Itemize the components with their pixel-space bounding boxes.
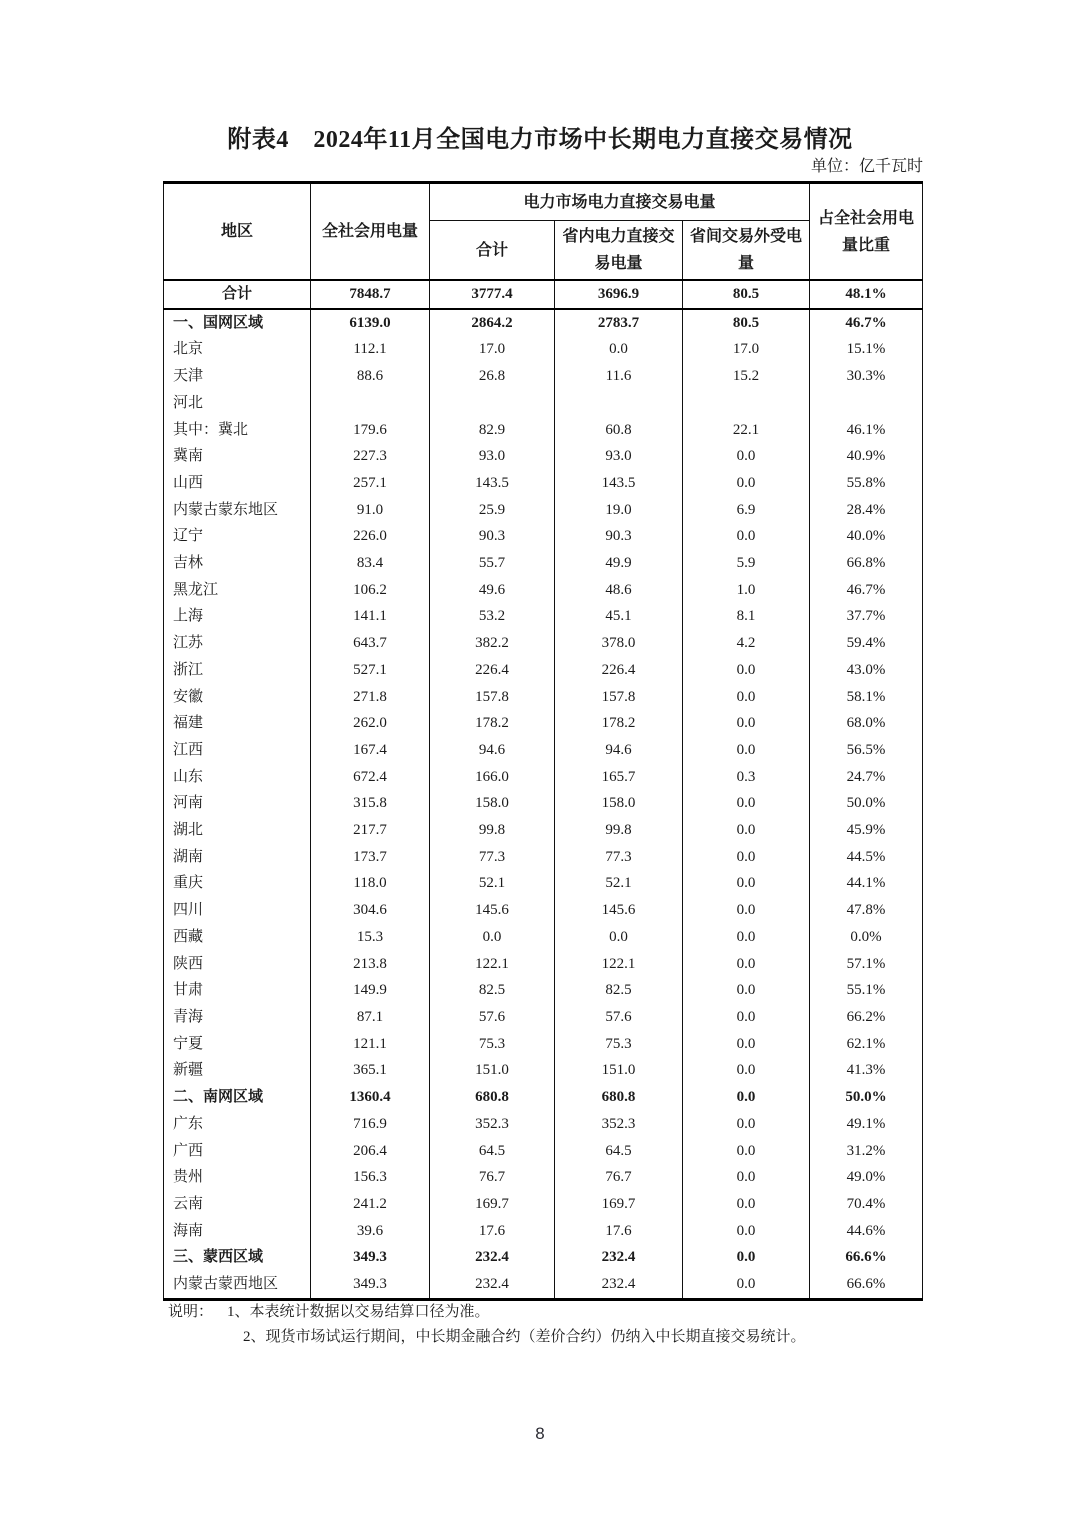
cell-value: 158.0 — [555, 790, 683, 817]
cell-value: 77.3 — [555, 844, 683, 871]
cell-value: 15.1% — [810, 336, 923, 363]
cell-value: 0.0 — [683, 1031, 810, 1058]
cell-value: 0.0 — [683, 470, 810, 497]
cell-value: 226.4 — [430, 657, 555, 684]
cell-value: 49.6 — [430, 577, 555, 604]
unit-label: 单位：亿千瓦时 — [810, 158, 923, 175]
cell-value: 46.1% — [810, 417, 923, 444]
cell-value: 52.1 — [555, 870, 683, 897]
table-row — [164, 1057, 923, 1084]
cell-value: 0.0 — [683, 951, 810, 978]
cell-value: 271.8 — [311, 684, 430, 711]
cell-value: 304.6 — [311, 897, 430, 924]
cell-value: 2783.7 — [555, 309, 683, 337]
cell-value: 257.1 — [311, 470, 430, 497]
cell-value: 17.0 — [683, 336, 810, 363]
cell-value: 8.1 — [683, 603, 810, 630]
cell-value: 80.5 — [683, 309, 810, 337]
cell-value: 44.1% — [810, 870, 923, 897]
cell-value — [430, 390, 555, 417]
cell-value: 0.0 — [683, 1218, 810, 1245]
notes-label: 说明： — [168, 1304, 214, 1320]
cell-region: 浙江 — [164, 657, 311, 684]
table-row — [164, 951, 923, 978]
cell-value: 716.9 — [311, 1111, 430, 1138]
cell-value: 232.4 — [555, 1271, 683, 1299]
cell-value: 37.7% — [810, 603, 923, 630]
cell-region: 海南 — [164, 1218, 311, 1245]
cell-value: 158.0 — [430, 790, 555, 817]
cell-value: 122.1 — [555, 951, 683, 978]
col-header-intra-provincial: 省内电力直接交易电量 — [555, 221, 683, 281]
page-title: 附表4 2024年11月全国电力市场中长期电力直接交易情况 — [227, 127, 853, 153]
table-row — [164, 1004, 923, 1031]
cell-value: 55.7 — [430, 550, 555, 577]
cell-value: 5.9 — [683, 550, 810, 577]
cell-value: 3696.9 — [555, 280, 683, 309]
cell-value: 62.1% — [810, 1031, 923, 1058]
cell-value: 0.0 — [683, 684, 810, 711]
cell-value: 66.8% — [810, 550, 923, 577]
cell-value: 0.0 — [683, 1271, 810, 1299]
cell-value: 151.0 — [430, 1057, 555, 1084]
cell-value: 45.9% — [810, 817, 923, 844]
cell-region: 四川 — [164, 897, 311, 924]
cell-region: 宁夏 — [164, 1031, 311, 1058]
cell-value: 382.2 — [430, 630, 555, 657]
cell-value: 157.8 — [430, 684, 555, 711]
cell-region: 北京 — [164, 336, 311, 363]
cell-value: 93.0 — [555, 443, 683, 470]
table-row — [164, 790, 923, 817]
cell-value: 64.5 — [430, 1138, 555, 1165]
cell-value: 47.8% — [810, 897, 923, 924]
cell-value: 59.4% — [810, 630, 923, 657]
cell-value: 169.7 — [430, 1191, 555, 1218]
table-row — [164, 630, 923, 657]
cell-value — [810, 390, 923, 417]
table-row — [164, 924, 923, 951]
cell-value: 77.3 — [430, 844, 555, 871]
note-item: 1、本表统计数据以交易结算口径为准。 — [227, 1304, 490, 1320]
cell-region: 内蒙古蒙西地区 — [164, 1271, 311, 1299]
table-header — [164, 183, 923, 281]
cell-value: 56.5% — [810, 737, 923, 764]
cell-value: 232.4 — [430, 1271, 555, 1299]
cell-value: 40.9% — [810, 443, 923, 470]
cell-region: 青海 — [164, 1004, 311, 1031]
cell-value: 226.4 — [555, 657, 683, 684]
cell-value: 15.2 — [683, 363, 810, 390]
cell-value: 4.2 — [683, 630, 810, 657]
cell-value: 82.5 — [430, 977, 555, 1004]
cell-region: 江苏 — [164, 630, 311, 657]
cell-value: 87.1 — [311, 1004, 430, 1031]
cell-region: 湖南 — [164, 844, 311, 871]
cell-value: 57.1% — [810, 951, 923, 978]
cell-value: 0.0 — [683, 790, 810, 817]
cell-value: 156.3 — [311, 1164, 430, 1191]
col-header-total-consumption: 全社会用电量 — [311, 183, 430, 281]
cell-value: 58.1% — [810, 684, 923, 711]
col-header-inter-provincial: 省间交易外受电量 — [683, 221, 810, 281]
cell-value: 88.6 — [311, 363, 430, 390]
cell-region: 山东 — [164, 764, 311, 791]
cell-value: 17.6 — [430, 1218, 555, 1245]
cell-region: 广东 — [164, 1111, 311, 1138]
cell-value: 122.1 — [430, 951, 555, 978]
cell-value: 0.0 — [683, 977, 810, 1004]
cell-region: 黑龙江 — [164, 577, 311, 604]
cell-value: 46.7% — [810, 577, 923, 604]
cell-value: 166.0 — [430, 764, 555, 791]
cell-region: 山西 — [164, 470, 311, 497]
table-row — [164, 1164, 923, 1191]
page-number: 8 — [535, 1424, 545, 1443]
cell-region: 吉林 — [164, 550, 311, 577]
cell-value: 0.0 — [555, 336, 683, 363]
cell-value: 0.0 — [683, 897, 810, 924]
cell-region: 湖北 — [164, 817, 311, 844]
cell-region: 天津 — [164, 363, 311, 390]
table-row — [164, 1191, 923, 1218]
cell-value: 66.6% — [810, 1244, 923, 1271]
table-row — [164, 684, 923, 711]
cell-region: 其中：冀北 — [164, 417, 311, 444]
cell-region: 辽宁 — [164, 523, 311, 550]
cell-value: 0.0 — [683, 1111, 810, 1138]
cell-value: 48.1% — [810, 280, 923, 309]
cell-value — [683, 390, 810, 417]
cell-value: 15.3 — [311, 924, 430, 951]
cell-value: 0.0 — [683, 737, 810, 764]
cell-value: 52.1 — [430, 870, 555, 897]
table-row — [164, 710, 923, 737]
cell-value: 17.6 — [555, 1218, 683, 1245]
cell-value: 55.8% — [810, 470, 923, 497]
cell-value: 0.0 — [430, 924, 555, 951]
cell-value: 31.2% — [810, 1138, 923, 1165]
cell-region: 合计 — [164, 280, 311, 309]
cell-value: 149.9 — [311, 977, 430, 1004]
cell-value: 178.2 — [430, 710, 555, 737]
cell-value: 82.5 — [555, 977, 683, 1004]
table-row — [164, 550, 923, 577]
table-row — [164, 1084, 923, 1111]
table-row — [164, 1111, 923, 1138]
cell-value: 22.1 — [683, 417, 810, 444]
cell-value: 352.3 — [430, 1111, 555, 1138]
table-row — [164, 577, 923, 604]
cell-value: 46.7% — [810, 309, 923, 337]
cell-value: 121.1 — [311, 1031, 430, 1058]
cell-value: 173.7 — [311, 844, 430, 871]
cell-value: 68.0% — [810, 710, 923, 737]
table-row — [164, 817, 923, 844]
cell-value: 40.0% — [810, 523, 923, 550]
cell-value: 226.0 — [311, 523, 430, 550]
cell-value: 39.6 — [311, 1218, 430, 1245]
cell-value: 0.0 — [683, 1057, 810, 1084]
table-row — [164, 764, 923, 791]
cell-value: 25.9 — [430, 497, 555, 524]
cell-value: 70.4% — [810, 1191, 923, 1218]
cell-value: 143.5 — [555, 470, 683, 497]
cell-value: 1360.4 — [311, 1084, 430, 1111]
table-row — [164, 309, 923, 337]
cell-region: 贵州 — [164, 1164, 311, 1191]
cell-value: 76.7 — [430, 1164, 555, 1191]
cell-value: 91.0 — [311, 497, 430, 524]
cell-value — [311, 390, 430, 417]
table-row — [164, 657, 923, 684]
cell-value: 48.6 — [555, 577, 683, 604]
cell-region: 内蒙古蒙东地区 — [164, 497, 311, 524]
cell-value: 43.0% — [810, 657, 923, 684]
cell-value: 365.1 — [311, 1057, 430, 1084]
cell-value: 349.3 — [311, 1271, 430, 1299]
table-row — [164, 523, 923, 550]
cell-value: 206.4 — [311, 1138, 430, 1165]
cell-value: 118.0 — [311, 870, 430, 897]
cell-value: 49.1% — [810, 1111, 923, 1138]
cell-value: 19.0 — [555, 497, 683, 524]
cell-region: 西藏 — [164, 924, 311, 951]
cell-value: 232.4 — [555, 1244, 683, 1271]
cell-value: 0.0 — [683, 844, 810, 871]
cell-value: 3777.4 — [430, 280, 555, 309]
table-row — [164, 1218, 923, 1245]
cell-value: 145.6 — [555, 897, 683, 924]
cell-value: 0.0 — [683, 523, 810, 550]
cell-value: 75.3 — [555, 1031, 683, 1058]
cell-region: 甘肃 — [164, 977, 311, 1004]
cell-region: 广西 — [164, 1138, 311, 1165]
notes-items — [227, 1300, 806, 1350]
cell-value: 82.9 — [430, 417, 555, 444]
cell-region: 河南 — [164, 790, 311, 817]
cell-value: 90.3 — [555, 523, 683, 550]
power-trading-table — [163, 181, 923, 1301]
table-row — [164, 897, 923, 924]
table-row — [164, 1271, 923, 1299]
cell-value: 141.1 — [311, 603, 430, 630]
cell-value: 11.6 — [555, 363, 683, 390]
cell-value: 0.0 — [683, 1191, 810, 1218]
cell-value: 28.4% — [810, 497, 923, 524]
cell-value: 1.0 — [683, 577, 810, 604]
cell-value: 0.0 — [683, 817, 810, 844]
table-row — [164, 737, 923, 764]
cell-value: 80.5 — [683, 280, 810, 309]
col-header-region: 地区 — [164, 183, 311, 281]
table-row — [164, 417, 923, 444]
cell-value: 0.0 — [683, 924, 810, 951]
cell-value: 241.2 — [311, 1191, 430, 1218]
cell-value: 6139.0 — [311, 309, 430, 337]
cell-region: 二、南网区域 — [164, 1084, 311, 1111]
cell-value: 169.7 — [555, 1191, 683, 1218]
table-row — [164, 870, 923, 897]
table-row — [164, 443, 923, 470]
cell-value: 50.0% — [810, 1084, 923, 1111]
cell-value: 262.0 — [311, 710, 430, 737]
cell-value: 143.5 — [430, 470, 555, 497]
cell-value: 0.0 — [683, 1004, 810, 1031]
cell-value: 315.8 — [311, 790, 430, 817]
cell-value: 145.6 — [430, 897, 555, 924]
cell-value: 55.1% — [810, 977, 923, 1004]
cell-value: 217.7 — [311, 817, 430, 844]
cell-value: 349.3 — [311, 1244, 430, 1271]
table-row — [164, 470, 923, 497]
cell-value: 24.7% — [810, 764, 923, 791]
col-header-share: 占全社会用电量比重 — [810, 183, 923, 281]
cell-value: 0.0 — [683, 1164, 810, 1191]
cell-value: 0.0 — [683, 443, 810, 470]
cell-value: 57.6 — [430, 1004, 555, 1031]
cell-value: 0.0 — [683, 657, 810, 684]
cell-value: 44.5% — [810, 844, 923, 871]
cell-value: 0.0 — [683, 710, 810, 737]
cell-value: 49.0% — [810, 1164, 923, 1191]
cell-value: 64.5 — [555, 1138, 683, 1165]
table-row — [164, 1244, 923, 1271]
table-row — [164, 336, 923, 363]
cell-value: 151.0 — [555, 1057, 683, 1084]
cell-value: 2864.2 — [430, 309, 555, 337]
cell-region: 冀南 — [164, 443, 311, 470]
table-row — [164, 977, 923, 1004]
table-row — [164, 390, 923, 417]
cell-region: 安徽 — [164, 684, 311, 711]
cell-value: 0.0 — [555, 924, 683, 951]
cell-value: 178.2 — [555, 710, 683, 737]
cell-value: 157.8 — [555, 684, 683, 711]
cell-value: 76.7 — [555, 1164, 683, 1191]
cell-value: 45.1 — [555, 603, 683, 630]
cell-value: 26.8 — [430, 363, 555, 390]
table-row — [164, 363, 923, 390]
col-header-market-group: 电力市场电力直接交易电量 — [430, 183, 810, 221]
cell-value: 94.6 — [430, 737, 555, 764]
cell-value: 44.6% — [810, 1218, 923, 1245]
cell-value: 99.8 — [430, 817, 555, 844]
table-row — [164, 1031, 923, 1058]
cell-value: 17.0 — [430, 336, 555, 363]
cell-region: 福建 — [164, 710, 311, 737]
cell-value: 527.1 — [311, 657, 430, 684]
cell-region: 重庆 — [164, 870, 311, 897]
cell-value: 106.2 — [311, 577, 430, 604]
cell-value: 378.0 — [555, 630, 683, 657]
cell-value: 6.9 — [683, 497, 810, 524]
cell-value: 57.6 — [555, 1004, 683, 1031]
cell-value: 167.4 — [311, 737, 430, 764]
note-item: 2、现货市场试运行期间，中长期金融合约（差价合约）仍纳入中长期直接交易统计。 — [243, 1329, 806, 1345]
table-row — [164, 497, 923, 524]
cell-value: 672.4 — [311, 764, 430, 791]
cell-value — [555, 390, 683, 417]
cell-value: 0.3 — [683, 764, 810, 791]
col-header-subtotal: 合计 — [430, 221, 555, 281]
cell-region: 陕西 — [164, 951, 311, 978]
cell-value: 352.3 — [555, 1111, 683, 1138]
cell-value: 99.8 — [555, 817, 683, 844]
cell-region: 三、蒙西区域 — [164, 1244, 311, 1271]
cell-value: 643.7 — [311, 630, 430, 657]
cell-value: 0.0 — [683, 1084, 810, 1111]
cell-value: 50.0% — [810, 790, 923, 817]
cell-value: 112.1 — [311, 336, 430, 363]
cell-value: 0.0 — [683, 870, 810, 897]
cell-value: 75.3 — [430, 1031, 555, 1058]
cell-region: 上海 — [164, 603, 311, 630]
cell-region: 河北 — [164, 390, 311, 417]
cell-value: 179.6 — [311, 417, 430, 444]
cell-value: 30.3% — [810, 363, 923, 390]
cell-value: 94.6 — [555, 737, 683, 764]
cell-value: 53.2 — [430, 603, 555, 630]
cell-value: 680.8 — [430, 1084, 555, 1111]
cell-region: 一、国网区域 — [164, 309, 311, 337]
cell-value: 49.9 — [555, 550, 683, 577]
cell-value: 7848.7 — [311, 280, 430, 309]
table-row — [164, 280, 923, 309]
table-row — [164, 1138, 923, 1165]
cell-value: 213.8 — [311, 951, 430, 978]
cell-value: 0.0% — [810, 924, 923, 951]
cell-value: 165.7 — [555, 764, 683, 791]
cell-value: 41.3% — [810, 1057, 923, 1084]
table-row — [164, 844, 923, 871]
cell-value: 60.8 — [555, 417, 683, 444]
cell-value: 227.3 — [311, 443, 430, 470]
cell-region: 云南 — [164, 1191, 311, 1218]
cell-value: 66.2% — [810, 1004, 923, 1031]
cell-value: 0.0 — [683, 1244, 810, 1271]
table-row — [164, 603, 923, 630]
cell-value: 83.4 — [311, 550, 430, 577]
cell-value: 66.6% — [810, 1271, 923, 1299]
cell-value: 0.0 — [683, 1138, 810, 1165]
notes — [168, 1300, 806, 1350]
cell-value: 93.0 — [430, 443, 555, 470]
cell-region: 江西 — [164, 737, 311, 764]
cell-value: 232.4 — [430, 1244, 555, 1271]
cell-value: 90.3 — [430, 523, 555, 550]
cell-value: 680.8 — [555, 1084, 683, 1111]
cell-region: 新疆 — [164, 1057, 311, 1084]
table-body — [164, 280, 923, 1299]
header-row-1 — [164, 183, 923, 221]
